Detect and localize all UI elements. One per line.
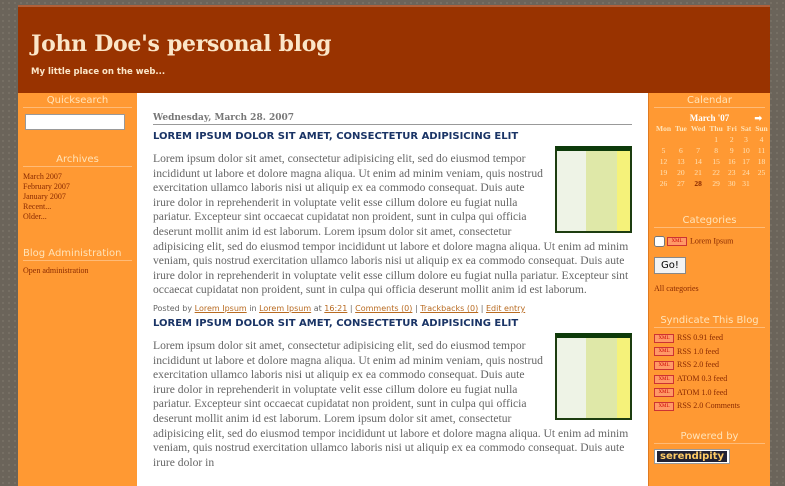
feed-item[interactable] (654, 401, 765, 411)
in-label: in (249, 303, 257, 313)
syndicate-title: Syndicate This Blog (654, 313, 765, 328)
edit-entry-link[interactable]: Edit entry (486, 303, 526, 313)
powered-by-title: Powered by (654, 429, 765, 444)
open-administration-link[interactable]: Open administration (23, 266, 89, 275)
post-footer (153, 304, 632, 313)
calendar-day[interactable]: 1 (714, 135, 718, 144)
archive-link[interactable]: February 2007 (23, 182, 70, 191)
calendar-day[interactable]: 14 (694, 157, 702, 166)
main-content (137, 93, 648, 486)
blog-title[interactable]: John Doe's personal blog (31, 31, 332, 57)
calendar-table (654, 123, 770, 189)
calendar-day[interactable]: 6 (679, 146, 683, 155)
xml-feed-icon[interactable]: XML (654, 402, 674, 411)
separator: | (414, 303, 418, 313)
comments-link[interactable]: Comments (0) (355, 303, 413, 313)
at-label: at (313, 303, 322, 313)
feed-item[interactable] (654, 360, 765, 370)
author-link[interactable]: Lorem Ipsum (194, 303, 247, 313)
separator: | (349, 303, 353, 313)
calendar-day[interactable]: 23 (728, 168, 736, 177)
left-sidebar (18, 93, 137, 486)
feed-link[interactable]: RSS 2.0 Comments (677, 401, 740, 411)
categories-title: Categories (654, 213, 765, 228)
calendar-day[interactable]: 12 (659, 157, 668, 166)
calendar-day[interactable]: 8 (714, 146, 718, 155)
serendipity-logo-text: serendipity (657, 451, 727, 462)
calendar-day[interactable]: 2 (729, 135, 734, 144)
post-title[interactable]: LOREM IPSUM DOLOR SIT AMET, CONSECTETUR ADIPISICING ELIT (153, 317, 519, 329)
xml-feed-icon[interactable]: XML (654, 347, 674, 356)
calendar-day[interactable]: 26 (659, 179, 668, 188)
calendar-day[interactable]: 18 (757, 157, 766, 166)
feed-link[interactable]: ATOM 0.3 feed (677, 373, 728, 383)
blog-subtitle: My little place on the web... (31, 67, 166, 77)
category-item (654, 236, 765, 247)
weekday-header: Fri (726, 124, 737, 133)
calendar-day[interactable]: 4 (759, 135, 764, 144)
xml-feed-icon[interactable]: XML (654, 334, 674, 343)
feed-link[interactable]: RSS 2.0 feed (677, 360, 719, 370)
go-button[interactable]: Go! (654, 257, 686, 274)
weekday-header: Wed (690, 124, 706, 133)
quicksearch-input[interactable] (25, 114, 125, 130)
feed-item[interactable] (654, 333, 765, 343)
weekday-header: Thu (709, 124, 723, 133)
post-text: Lorem ipsum dolor sit amet, consectetur adipisicing elit, sed do eiusmod tempor incididunt ut labore et dolore magna aliqua. Ut enim ad minim veniam, quis nostrud exercitation ullamco laboris nisi ut aliquip ex ea commodo consequat. Duis aute irure dolor in reprehenderit in voluptate velit esse cillum dolore eu fugiat nulla pariatur. Excepteur sint occaecat cupidatat non proident, sunt in culpa qui officia deserunt mollit anim id est laborum. Lorem ipsum dolor sit amet, consectetur adipisicing elit, sed do eiusmod tempor incididunt ut labore et dolore magna aliqua. Ut enim ad minim veniam, quis nostrud exercitation ullamco laboris nisi ut aliquip ex ea commodo consequat. Duis aute irure dolor in reprehenderit in voluptate velit esse cillum dolore eu fugiat nulla pariatur. Excepteur sint occaecat cupidatat non proident, sunt in culpa qui officia deserunt mollit anim id est laborum. (153, 152, 629, 297)
category-checkbox[interactable] (654, 236, 665, 247)
calendar-day[interactable]: 20 (677, 168, 685, 177)
calendar-day[interactable]: 10 (742, 146, 750, 155)
separator: | (480, 303, 484, 313)
calendar-day (753, 178, 770, 189)
time-link[interactable]: 16:21 (324, 303, 348, 313)
calendar-day (654, 134, 673, 145)
calendar-day (689, 134, 708, 145)
post-text: Lorem ipsum dolor sit amet, consectetur adipisicing elit, sed do eiusmod tempor incididunt ut labore et dolore magna aliqua. Ut enim ad minim veniam, quis nostrud exercitation ullamco laboris nisi ut aliquip ex ea commodo consequat. Duis aute irure dolor in reprehenderit in voluptate velit esse cillum dolore eu fugiat nulla pariatur. Excepteur sint occaecat cupidatat non proident, sunt in culpa qui officia deserunt mollit anim id est laborum. Lorem ipsum dolor sit amet, consectetur adipisicing elit, sed do eiusmod tempor incididunt ut labore et dolore magna aliqua. Ut enim ad minim veniam, quis nostrud exercitation ullamco laboris nisi ut aliquip ex ea commodo consequat. Duis aute irure dolor in (153, 338, 629, 469)
next-month-arrow-icon[interactable]: ➡ (754, 113, 762, 123)
archive-link[interactable]: March 2007 (23, 172, 62, 181)
weekday-header: Tue (675, 124, 687, 133)
blog-header (18, 5, 770, 93)
calendar-day[interactable]: 21 (694, 168, 702, 177)
entry-date: Wednesday, March 28. 2007 (153, 113, 632, 125)
weekday-header: Sat (740, 124, 752, 133)
archive-link[interactable]: Older... (23, 212, 47, 221)
post-body (153, 339, 632, 470)
calendar-day (673, 134, 689, 145)
feed-list (654, 333, 765, 411)
page (18, 5, 770, 486)
weekday-header: Mon (656, 124, 671, 133)
calendar-day[interactable]: 5 (661, 146, 666, 155)
calendar-day[interactable]: 28 (694, 179, 702, 188)
post-body (153, 152, 632, 298)
calendar-day[interactable]: 19 (659, 168, 668, 177)
calendar-day[interactable]: 7 (696, 146, 700, 155)
xml-feed-icon[interactable]: XML (654, 375, 674, 384)
archive-link[interactable]: January 2007 (23, 192, 66, 201)
archive-link[interactable]: Recent... (23, 202, 52, 211)
category-link[interactable]: Lorem Ipsum (690, 236, 734, 246)
calendar-day[interactable]: 15 (712, 157, 720, 166)
archives-list (23, 172, 132, 222)
calendar-day[interactable]: 9 (729, 146, 734, 155)
post-title[interactable]: LOREM IPSUM DOLOR SIT AMET, CONSECTETUR ADIPISICING ELIT (153, 131, 519, 142)
calendar-day[interactable]: 30 (728, 179, 736, 188)
serendipity-logo[interactable] (654, 449, 730, 464)
trackbacks-link[interactable]: Trackbacks (0) (420, 303, 479, 313)
calendar-day[interactable]: 31 (742, 179, 750, 188)
feed-item[interactable] (654, 347, 765, 357)
weekday-header: Sun (755, 124, 768, 133)
feed-link[interactable]: RSS 0.91 feed (677, 333, 723, 342)
blog-admin-title: Blog Administration (23, 246, 132, 261)
feed-link[interactable]: RSS 1.0 feed (677, 346, 719, 356)
calendar-title: Calendar (654, 93, 765, 108)
category-link[interactable]: Lorem Ipsum (259, 303, 312, 313)
calendar-day[interactable]: 24 (742, 168, 750, 177)
calendar-day[interactable]: 22 (712, 168, 720, 177)
calendar-day[interactable]: 27 (677, 179, 685, 188)
right-sidebar (648, 93, 770, 486)
xml-feed-icon[interactable]: XML (654, 388, 674, 397)
quicksearch-title: Quicksearch (23, 93, 132, 108)
archives-title: Archives (23, 152, 132, 167)
xml-feed-icon[interactable]: XML (667, 237, 687, 246)
calendar-day[interactable]: 29 (712, 179, 720, 188)
posted-by-label: Posted by (153, 303, 193, 313)
feed-item[interactable] (654, 388, 765, 398)
calendar-month: March '07 (689, 113, 730, 123)
calendar-day[interactable]: 17 (742, 157, 750, 166)
all-categories-link[interactable]: All categories (654, 284, 699, 293)
xml-feed-icon[interactable]: XML (654, 361, 674, 370)
post-thumbnail-image[interactable] (555, 146, 632, 233)
calendar-day[interactable]: 3 (744, 135, 748, 144)
calendar-day[interactable]: 25 (757, 168, 766, 177)
feed-item[interactable] (654, 374, 765, 384)
calendar-day[interactable]: 11 (757, 146, 766, 155)
feed-link[interactable]: ATOM 1.0 feed (677, 387, 728, 397)
calendar-day[interactable]: 13 (677, 157, 685, 166)
post-thumbnail-image[interactable] (555, 333, 632, 420)
calendar-day[interactable]: 16 (728, 157, 736, 166)
